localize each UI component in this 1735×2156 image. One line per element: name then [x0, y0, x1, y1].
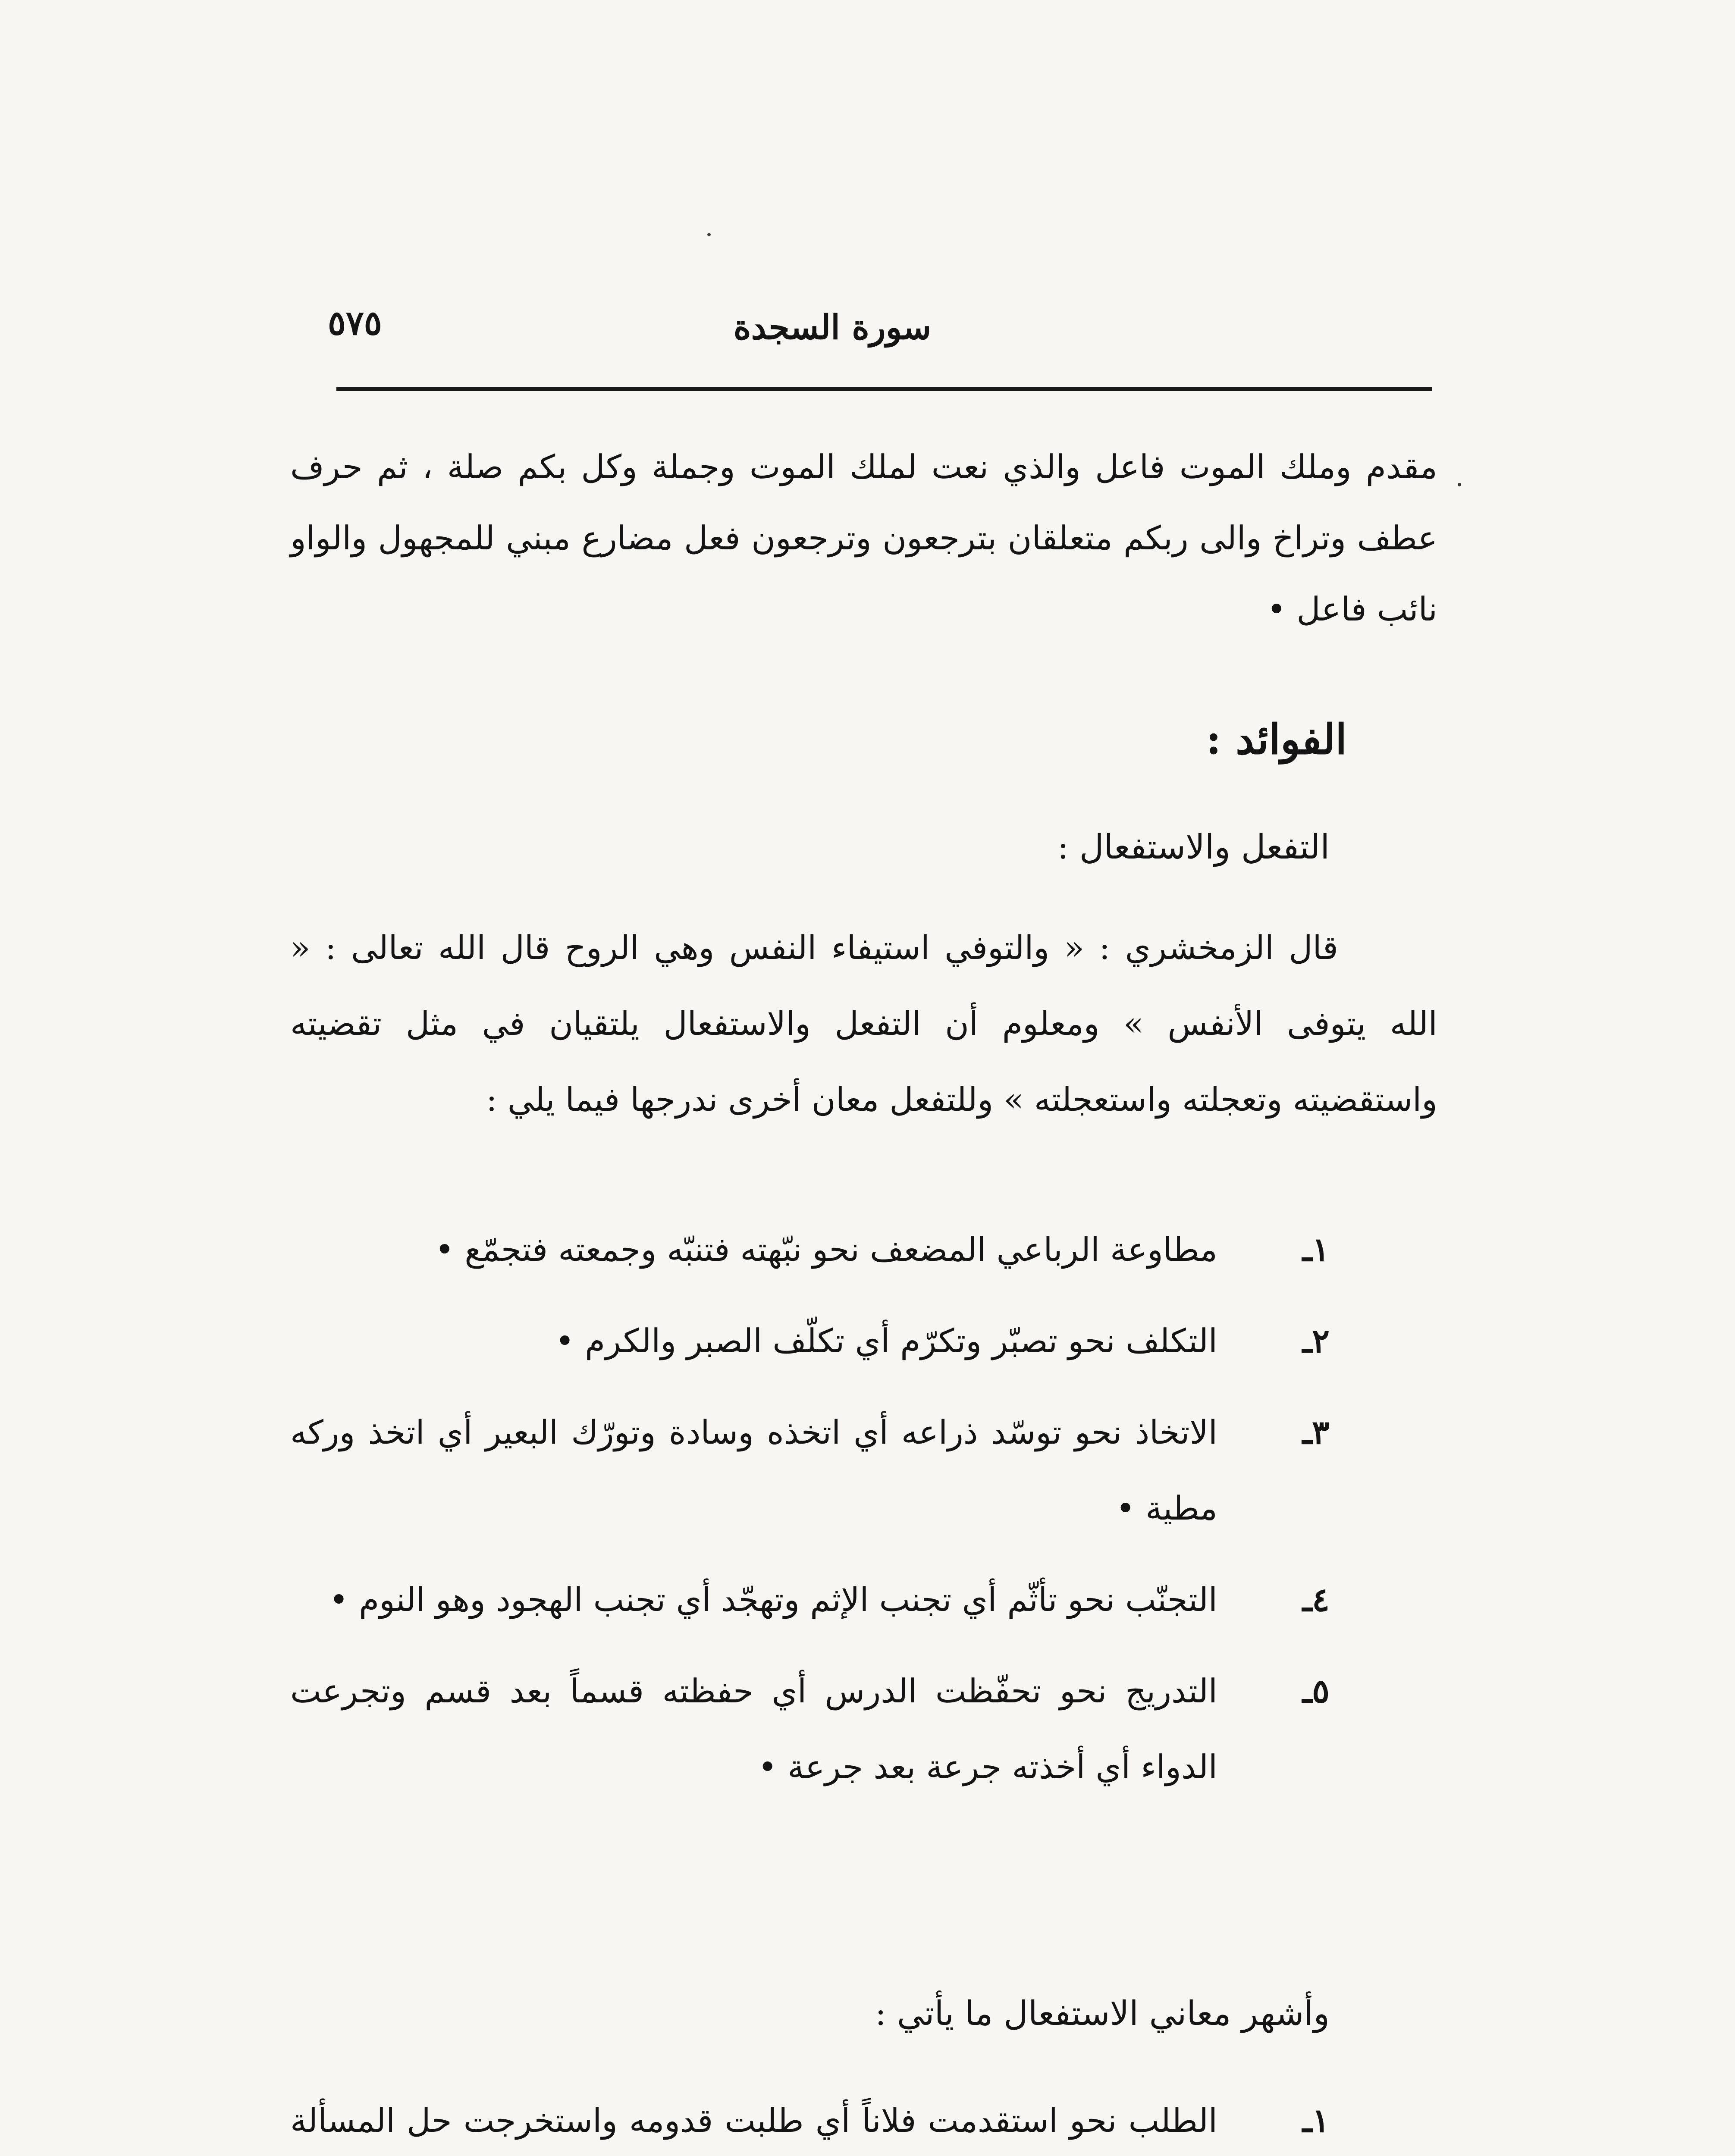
list-item-text: التجنّب نحو تأثّم أي تجنب الإثم وتهجّد أي تجنب الهجود وهو النوم •: [329, 1580, 1217, 1619]
intro-paragraph: مقدم وملك الموت فاعل والذي نعت لملك الموت وجملة وكل بكم صلة ، ثم حرف عطف وتراخ والى ربكم متعلقان بترجعون وترجعون فعل مضارع مبني للمجهول والواو نائب فاعل •: [290, 448, 1437, 628]
list-item: [290, 1395, 1330, 1546]
sub-heading: التفعل والاستفعال :: [1057, 828, 1330, 867]
list-item-number: ٢ـ: [1302, 1322, 1330, 1360]
tafaul-meanings-list: [290, 1212, 1330, 1821]
quote-paragraph: قال الزمخشري : « والتوفي استيفاء النفس وهي الروح قال الله تعالى : « الله يتوفى الأنفس » ومعلوم أن التفعل والاستفعال يلتقيان في مثل تقضيته واستقضيته وتعجلته واستعجلته » وللتفعل معان أخرى ندرجها فيما يلي :: [290, 928, 1437, 1119]
list-item-number: ١ـ: [1302, 2101, 1330, 2140]
list-item: [290, 1303, 1330, 1379]
paper-speck: [707, 233, 711, 236]
header-divider: [336, 387, 1432, 391]
list-item-text: التكلف نحو تصبّر وتكرّم أي تكلّف الصبر والكرم •: [555, 1322, 1217, 1360]
list-item: [290, 2083, 1330, 2156]
list-item-text: مطاوعة الرباعي المضعف نحو نبّهته فتنبّه وجمعته فتجمّع •: [435, 1230, 1217, 1269]
list-item-number: ٥ـ: [1302, 1672, 1330, 1710]
list-item-text: التدريج نحو تحفّظت الدرس أي حفظته قسماً بعد قسم وتجرعت الدواء أي أخذته جرعة بعد جرعة •: [290, 1672, 1217, 1786]
istifal-meanings-list: [290, 2083, 1330, 2156]
istifal-heading: وأشهر معاني الاستفعال ما يأتي :: [875, 1994, 1330, 2033]
paper-speck: [1458, 483, 1461, 486]
page-number: ٥٧٥: [328, 304, 382, 343]
running-header-title: سورة السجدة: [733, 308, 932, 347]
list-item-text: الطلب نحو استقدمت فلاناً أي طلبت قدومه واستخرجت حل المسألة: [290, 2101, 1217, 2140]
list-item-number: ٣ـ: [1302, 1413, 1330, 1451]
list-item-text: الاتخاذ نحو توسّد ذراعه أي اتخذه وسادة وتورّك البعير أي اتخذ وركه مطية •: [290, 1413, 1217, 1527]
section-heading: الفوائد :: [1206, 715, 1347, 764]
list-item: [290, 1212, 1330, 1288]
list-item-number: ١ـ: [1302, 1230, 1330, 1269]
list-item: [290, 1653, 1330, 1805]
list-item-number: ٤ـ: [1302, 1580, 1330, 1619]
list-item: [290, 1562, 1330, 1638]
